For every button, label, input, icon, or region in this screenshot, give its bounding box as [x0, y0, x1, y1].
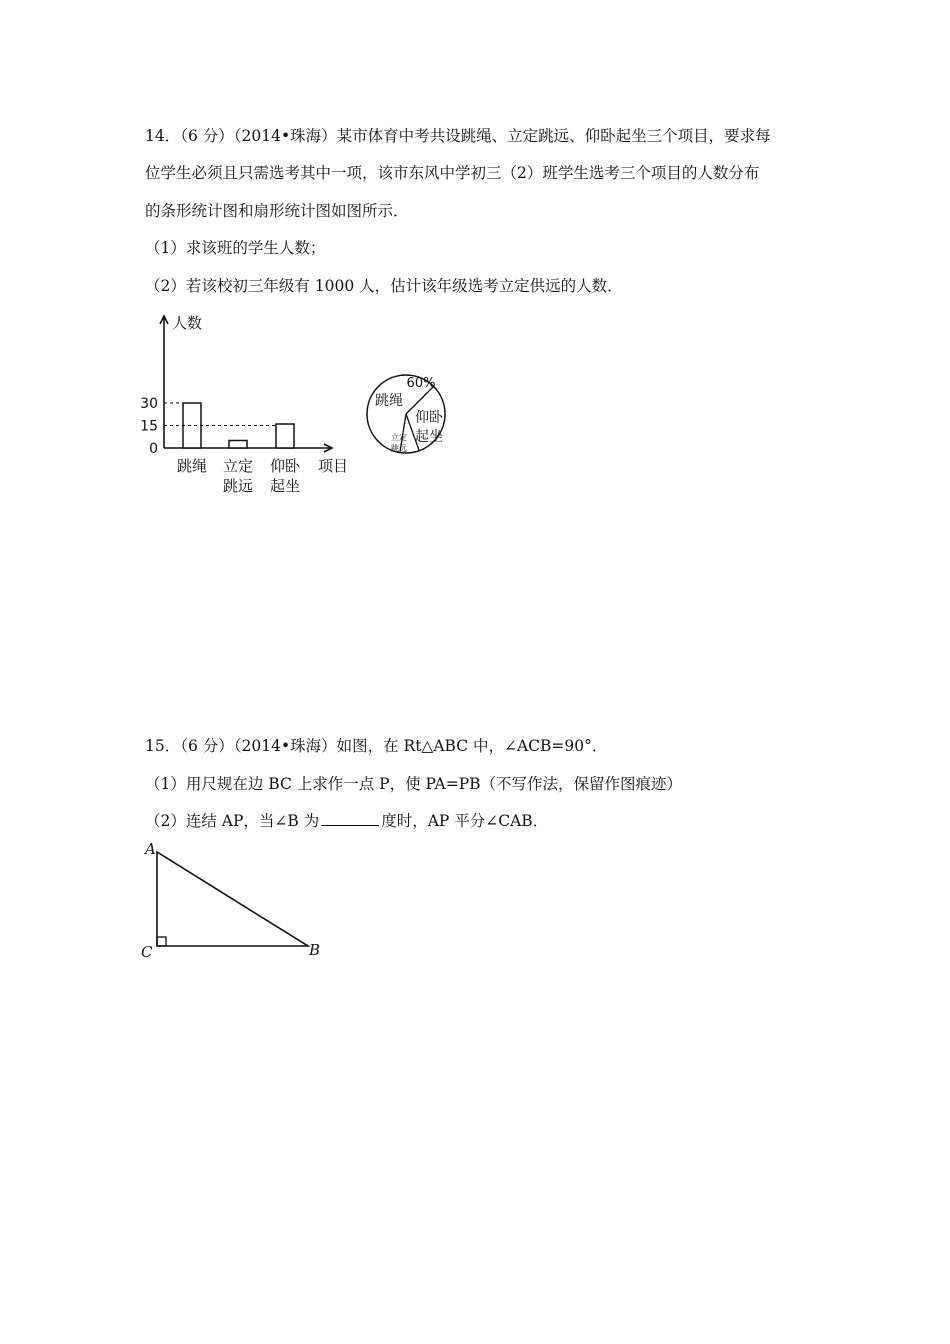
x-tick-label: 跳远 [222, 477, 254, 495]
bar-2 [229, 441, 247, 449]
pie-label-long-jump: 立定 [391, 433, 407, 442]
bar-chart [140, 308, 360, 498]
y-axis-label: 人数 [172, 314, 203, 332]
pie-chart [363, 368, 453, 463]
vertex-label-c: C [141, 943, 153, 961]
right-angle-mark [157, 937, 166, 946]
q14-part-1: （1）求该班的学生人数； [145, 239, 326, 257]
x-axis-label: 项目 [318, 457, 349, 475]
q15-part-2 [145, 809, 548, 831]
bar-1 [183, 403, 201, 448]
vertex-label-b: B [309, 941, 321, 959]
q14-line-2: 位学生必须且只需选考其中一项，该市东风中学初三（2）班学生选考三个项目的人数分布 [145, 164, 760, 182]
pie-label-long-jump: 跳远 [391, 444, 407, 453]
q15-line-1: 15．（6 分）（2014•珠海）如图，在 Rt△ABC 中，∠ACB=90°． [145, 737, 608, 755]
q15-part-2-before: （2）连结 AP，当∠B 为 [145, 812, 320, 830]
q15-part-2-after: 度时，AP 平分∠CAB． [381, 812, 549, 830]
q14-line-1: 14．（6 分）（2014•珠海）某市体育中考共设跳绳、立定跳远、仰卧起坐三个项目，要求每 [145, 127, 771, 145]
x-tick-label: 跳绳 [176, 457, 208, 475]
pie-label-situps: 仰卧 [415, 410, 443, 426]
x-tick-label: 起坐 [269, 477, 301, 495]
q14-part-2: （2）若该校初三年级有 1000 人，估计该年级选考立定供远的人数． [145, 277, 623, 295]
y-tick-label: 30 [140, 396, 158, 412]
pie-label-situps: 起坐 [415, 429, 443, 445]
x-tick-label: 立定 [222, 457, 254, 475]
vertex-label-a: A [145, 840, 156, 858]
q15-part-1: （1）用尺规在边 BC 上求作一点 P，使 PA=PB（不写作法，保留作图痕迹） [145, 775, 683, 793]
triangle-figure [140, 838, 330, 963]
pie-label-jump-rope: 跳绳 [375, 393, 403, 409]
bar-3 [276, 424, 294, 448]
q14-line-3: 的条形统计图和扇形统计图如图所示． [145, 202, 409, 220]
x-tick-label: 仰卧 [269, 457, 301, 475]
y-tick-label: 15 [140, 418, 158, 435]
triangle-abc [157, 852, 308, 946]
y-tick-label: 0 [149, 441, 158, 457]
answer-blank [321, 811, 379, 826]
pie-label-percent: 60% [406, 376, 436, 391]
